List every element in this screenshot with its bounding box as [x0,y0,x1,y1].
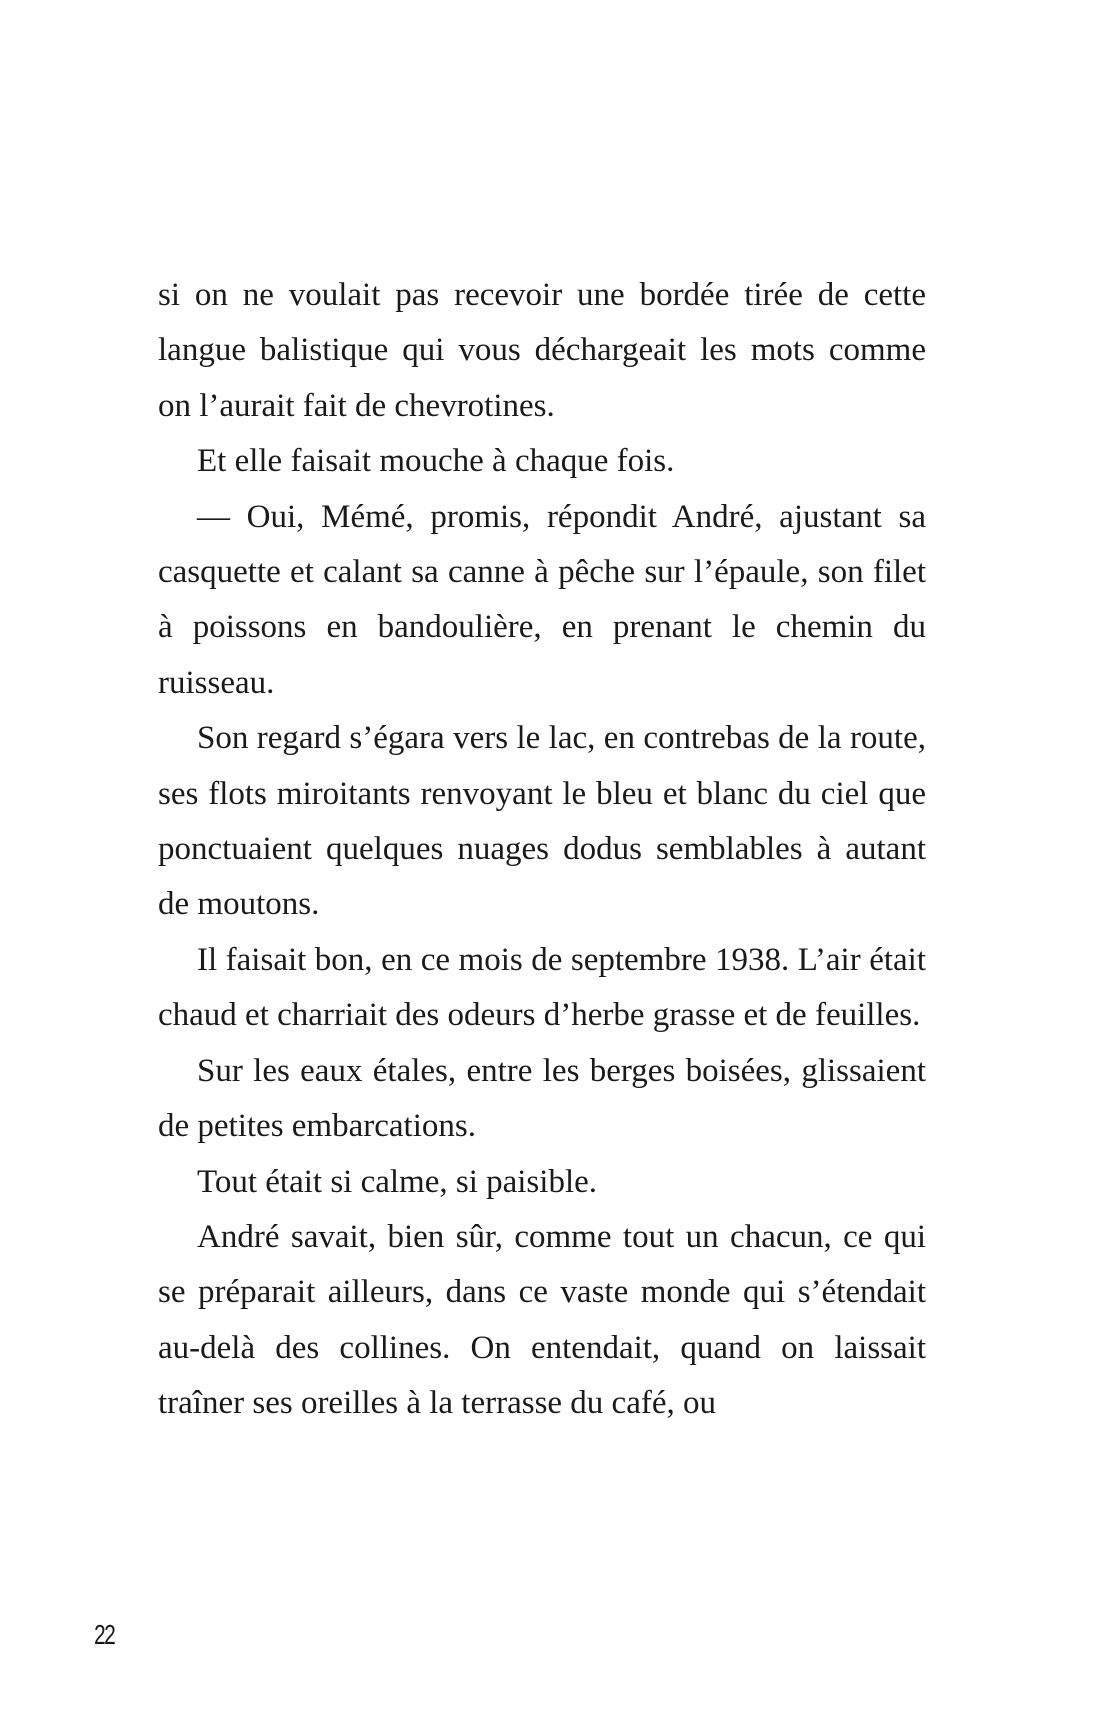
paragraph: Tout était si calme, si paisible. [197,1163,598,1200]
paragraph-continuation: si on ne voulait pas recevoir une bordée tirée de cette langue balistique qui vous déchargeait les mots comme on l’aurait fait de chevrotines. [158,277,926,424]
paragraph: André savait, bien sûr, comme tout un chacun, ce qui se préparait ailleurs, dans ce vaste monde qui s’étendait au-delà des collines. On entendait, quand on laissait traîner ses oreilles à la terrasse du café, ou [158,1218,926,1422]
body-text [158,268,926,1432]
paragraph: Il faisait bon, en ce mois de septembre 1938. L’air était chaud et charriait des odeurs d’herbe grasse et de feuilles. [158,941,926,1034]
paragraph: Sur les eaux étales, entre les berges boisées, glissaient de petites embarcations. [158,1052,926,1145]
paragraph: Et elle faisait mouche à chaque fois. [197,443,675,480]
paragraph: Son regard s’égara vers le lac, en contrebas de la route, ses flots miroitants renvoyant le bleu et blanc du ciel que ponctuaient quelques nuages dodus semblables à autant de moutons. [158,720,926,923]
paragraph-dialogue: — Oui, Mémé, promis, répondit André, ajustant sa casquette et calant sa canne à pêche sur l’épaule, son filet à poissons en bandoulière, en prenant le chemin du ruisseau. [158,498,926,701]
page-number: 22 [94,1619,115,1650]
